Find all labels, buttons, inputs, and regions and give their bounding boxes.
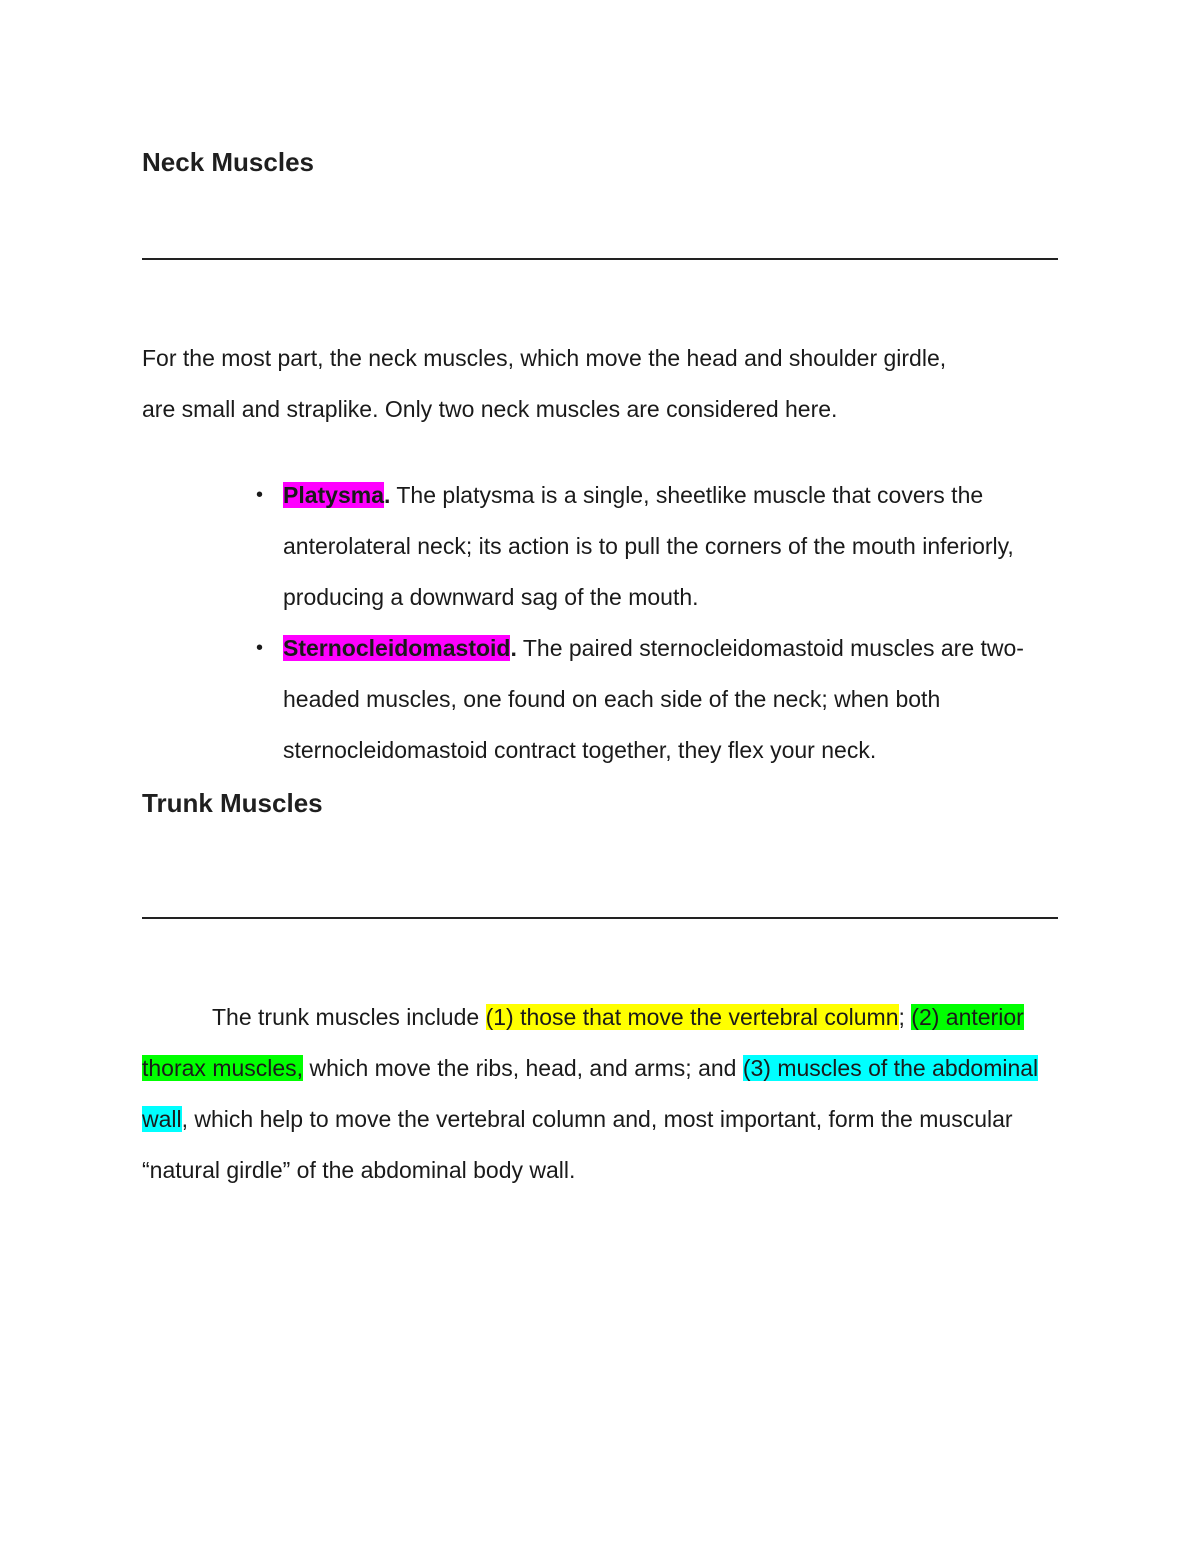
neck-intro-line-1: For the most part, the neck muscles, which move the head and shoulder girdle, — [142, 345, 947, 371]
neck-muscle-list — [142, 470, 1058, 776]
trunk-separator: ; — [898, 1004, 912, 1030]
list-item-sternocleidomastoid — [142, 623, 1058, 776]
term-period: . — [384, 482, 391, 508]
bullet-icon: • — [256, 637, 264, 659]
section-divider — [142, 917, 1058, 919]
section-divider — [142, 258, 1058, 260]
neck-intro-paragraph — [142, 333, 1058, 435]
trunk-muscles-heading: Trunk Muscles — [142, 788, 323, 818]
bullet-icon: • — [256, 484, 264, 506]
trunk-text-end: , which help to move the vertebral column and, most important, form the muscular “natural girdle” of the abdominal body wall. — [142, 1106, 1013, 1183]
neck-muscles-heading: Neck Muscles — [142, 147, 314, 177]
trunk-text-middle: which move the ribs, head, and arms; and — [303, 1055, 743, 1081]
term-period: . — [510, 635, 517, 661]
highlight-abdominal-wall: (3) muscles of the abdominal wall — [142, 1055, 1039, 1132]
platysma-term: Platysma — [283, 482, 385, 508]
neck-intro-line-2: are small and straplike. Only two neck muscles are considered here. — [142, 396, 838, 422]
sternocleidomastoid-term: Sternocleidomastoid — [283, 635, 511, 661]
trunk-text-start: The trunk muscles include — [212, 1004, 486, 1030]
highlight-anterior-thorax: (2) anterior thorax muscles, — [142, 1004, 1024, 1081]
trunk-paragraph — [142, 992, 1058, 1196]
sternocleidomastoid-description: The paired sternocleidomastoid muscles are two-headed muscles, one found on each side of the neck; when both sternocleidomastoid contract together, they flex your neck. — [283, 635, 1024, 763]
list-item-platysma — [142, 470, 1058, 623]
highlight-vertebral-column: (1) those that move the vertebral column — [485, 1004, 899, 1030]
platysma-description: The platysma is a single, sheetlike muscle that covers the anterolateral neck; its action is to pull the corners of the mouth inferiorly, producing a downward sag of the mouth. — [283, 482, 1014, 610]
